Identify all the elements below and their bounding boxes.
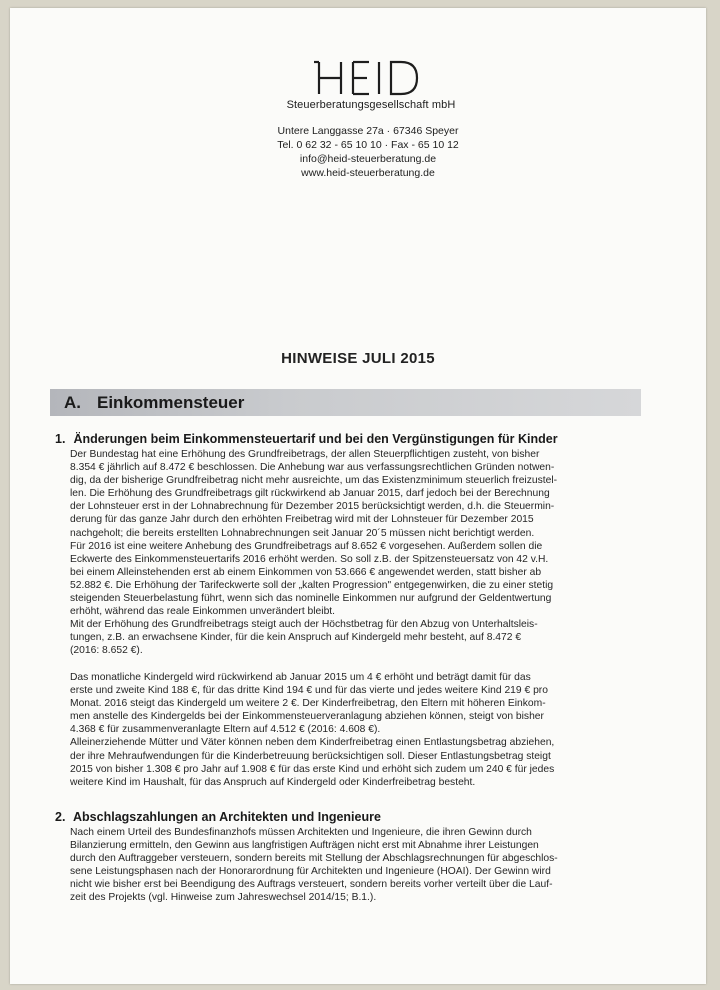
text-line: nicht wie bisher erst bei Beendigung des Auftrags versteuert, sondern bereits vorher verteilt über die Lauf-	[70, 879, 553, 891]
text-line: men anstelle des Kindergelds bei der Einkommensteuerveranlagung abziehen können, steigt von bisher	[70, 711, 544, 723]
logo	[10, 56, 706, 98]
text-line: Bilanzierung ermitteln, den Gewinn aus langfristigen Aufträgen nicht erst mit Abnahme ihrer Leistungen	[70, 840, 539, 852]
address-email: info@heid-steuerberatung.de	[299, 153, 437, 165]
item-heading	[55, 432, 558, 446]
text-line: nachgeholt; die bereits erstellten Lohnabrechnungen seit Januar 20´5 müssen nicht berichtigt werden.	[70, 527, 535, 539]
paragraph	[70, 448, 646, 658]
text-line: Mit der Erhöhung des Grundfreibetrags steigt auch der Höchstbetrag für den Abzug von Unterhaltsleis-	[70, 619, 538, 631]
item-title: Änderungen beim Einkommensteuertarif und bei den Vergünstigungen für Kinder	[73, 432, 558, 446]
text-line: bei einem Alleinstehenden erst ab einem Einkommen von 53.666 € angewendet werden, statt bisher ab	[70, 566, 542, 578]
heid-logo-icon	[313, 56, 423, 98]
item-number: 1.	[55, 432, 66, 446]
text-line: Monat. 2016 steigt das Kindergeld um weitere 2 €. Der Kinderfreibetrag, den Eltern mit höheren Einkom-	[70, 698, 546, 710]
text-line: Nach einem Urteil des Bundesfinanzhofs müssen Architekten und Ingenieure, die ihren Gewinn durch	[70, 827, 532, 838]
text-line: (2016: 8.652 €).	[70, 645, 143, 657]
text-line: der Lohnsteuer erst in der Lohnabrechnung für Dezember 2015 berücksichtigt werden, d.h. die Steuermin-	[70, 501, 555, 513]
document-page	[10, 8, 706, 984]
text-line: Alleinerziehende Mütter und Väter können neben dem Kinderfreibetrag einen Entlastungsbetrag abziehen,	[70, 737, 555, 749]
text-line: Das monatliche Kindergeld wird rückwirkend ab Januar 2015 um 4 € erhöht und beträgt damit für das	[70, 672, 531, 683]
text-line: 2015 von bisher 1.308 € pro Jahr auf 1.908 € für das erste Kind und erhöht sich zudem um 240 € für jedes	[70, 763, 555, 775]
item-number: 2.	[55, 810, 66, 824]
text-line: erhöht, während das reale Einkommen unverändert bleibt.	[70, 606, 336, 618]
text-line: zeit des Projekts (vgl. Hinweise zum Jahreswechsel 2014/15; B.1.).	[70, 892, 377, 904]
text-line: steigenden Steuerbelastung führt, wenn sich das nominelle Einkommen nur aufgrund der Geldentwertung	[70, 593, 552, 605]
section-letter: A.	[64, 393, 81, 412]
text-line: Für 2016 ist eine weitere Anhebung des Grundfreibetrags auf 8.652 € vorgesehen. Außerdem sollen die	[70, 540, 543, 552]
document-title: HINWEISE JULI 2015	[281, 350, 435, 367]
text-line: tungen, z.B. an erwachsene Kinder, für die kein Anspruch auf Kindergeld mehr besteht, auf 8.472 €	[70, 632, 522, 644]
text-line: len. Die Erhöhung des Grundfreibetrags gilt rückwirkend ab Januar 2015, darf jedoch bei der Berechnung	[70, 488, 550, 500]
text-line: Eckwerte des Einkommensteuertarifs 2016 erhöht werden. So soll z.B. der Spitzensteuersatz von 42 v.H.	[70, 553, 549, 565]
company-name: Steuerberatungsgesellschaft mbH	[286, 99, 456, 111]
paragraph	[70, 671, 646, 789]
text-line: erste und zweite Kind 188 €, für das dritte Kind 194 € und für das vierte und jedes weitere Kind 219 € pro	[70, 685, 548, 697]
text-line: sene Leistungsphasen nach der Honorarordnung für Architekten und Ingenieure (HOAI). Der Gewinn wird	[70, 866, 551, 878]
text-line: 8.354 € jährlich auf 8.472 € beschlossen. Die Anhebung war aus verfassungsrechtlichen Gründen notwen-	[70, 462, 555, 474]
text-line: 52.882 €. Die Erhöhung der Tarifeckwerte soll der „kalten Progression" entgegenwirken, die zu einer stetig	[70, 579, 554, 591]
text-line: weitere Kind im Haushalt, für das Anspruch auf Kindergeld oder Kinderfreibetrag besteht.	[70, 776, 476, 788]
text-line: 4.368 € für zusammenveranlagte Eltern auf 4.512 € (2016: 4.608 €).	[70, 724, 381, 736]
item-heading	[55, 810, 381, 824]
text-line: Der Bundestag hat eine Erhöhung des Grundfreibetrags, der allen Steuerpflichtigen zusteht, von bisher	[70, 449, 540, 460]
text-line: durch den Auftraggeber versteuern, sondern bereits mit Stellung der Abschlagsrechnungen für abgeschlos-	[70, 853, 558, 865]
section-header	[50, 389, 641, 416]
section-title: Einkommensteuer	[97, 393, 245, 412]
address-website: www.heid-steuerberatung.de	[301, 167, 435, 179]
address-street: Untere Langgasse 27a · 67346 Speyer	[277, 125, 459, 137]
text-line: der ihre Mehraufwendungen für die Kinderbetreuung berücksichtigen soll. Dieser Entlastungsbetrag steigt	[70, 750, 551, 762]
paragraph	[70, 826, 646, 905]
company-address	[20, 124, 706, 180]
text-line: dig, da der bisherige Grundfreibetrag nicht mehr ausreichte, um das Existenzminimum steuerlich freizustel-	[70, 475, 558, 487]
address-phone: Tel. 0 62 32 - 65 10 10 · Fax - 65 10 12	[277, 139, 459, 151]
item-title: Abschlagszahlungen an Architekten und Ingenieure	[73, 810, 381, 824]
text-line: derung für das ganze Jahr durch den erhöhten Freibetrag wird mit der Lohnsteuer für Dezember 2015	[70, 514, 534, 526]
